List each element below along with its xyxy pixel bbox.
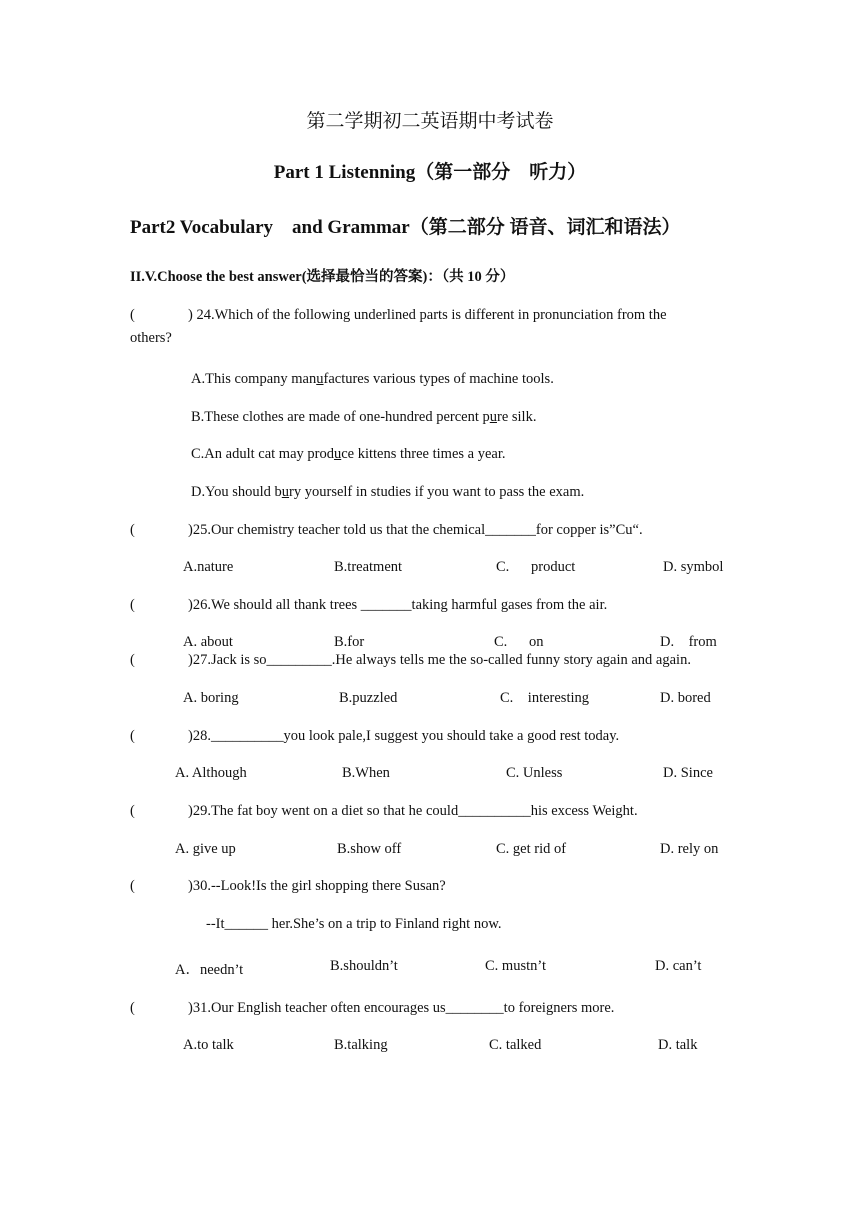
answer-paren: ( [130,1000,135,1016]
question-29-option-c: C. get rid of [496,841,567,857]
question-26-option-c: C. on [494,634,544,650]
question-30-option-c: C. mustn’t [485,958,546,974]
question-28-option-a: A. Although [175,765,247,781]
question-24-stem-cont: others? [130,330,172,346]
part1-heading: Part 1 Listenning（第一部分 听力） [273,162,587,183]
question-26-option-b: B.for [334,634,365,650]
question-30-option-b: B.shouldn’t [330,958,398,974]
question-26-option-d: D. from [660,634,717,650]
question-31-option-a: A.to talk [183,1037,234,1053]
question-26-option-a: A. about [183,634,233,650]
question-30-option-a: A．needn’t [175,962,244,978]
question-24-option-c: C.An adult cat may produce kittens three times a year. [191,446,506,462]
question-28-option-d: D. Since [663,765,713,781]
question-25-option-b: B.treatment [334,559,403,575]
question-28-stem: )28.__________you look pale,I suggest you should take a good rest today. [188,728,620,744]
question-29-option-b: B.show off [337,841,402,857]
section-heading: II.V.Choose the best answer(选择最恰当的答案)：（共 10 分） [130,269,515,285]
question-24-option-d: D.You should bury yourself in studies if you want to pass the exam. [191,484,585,500]
question-24-option-b: B.These clothes are made of one-hundred percent pure silk. [191,409,537,425]
question-29-option-a: A. give up [175,841,236,857]
answer-paren: ( [130,307,135,323]
question-27-option-a: A. boring [183,690,239,706]
question-29-option-d: D. rely on [660,841,719,857]
question-31-stem: )31.Our English teacher often encourages us________to foreigners more. [188,1000,615,1016]
question-31-option-b: B.talking [334,1037,388,1053]
answer-paren: ( [130,522,135,538]
question-24-option-a: A.This company manufactures various types of machine tools. [191,371,554,387]
question-30-stem-response: --It______ her.She’s on a trip to Finland right now. [206,916,502,932]
question-27-option-d: D. bored [660,690,711,706]
question-28-option-c: C. Unless [506,765,563,781]
question-31-option-d: D. talk [658,1037,698,1053]
answer-paren: ( [130,878,135,894]
question-28-option-b: B.When [342,765,390,781]
part2-heading: Part2 Vocabulary and Grammar（第二部分 语音、词汇和语法） [130,217,681,238]
question-24-stem: ) 24.Which of the following underlined parts is different in pronunciation from the [188,307,667,323]
question-26-stem: )26.We should all thank trees _______taking harmful gases from the air. [188,597,608,613]
question-25-option-d: D. symbol [663,559,724,575]
question-27-option-b: B.puzzled [339,690,398,706]
question-25-stem: )25.Our chemistry teacher told us that the chemical_______for copper is”Cu“. [188,522,643,538]
answer-paren: ( [130,728,135,744]
question-25-option-a: A.nature [183,559,234,575]
answer-paren: ( [130,803,135,819]
question-30-stem: )30.--Look!Is the girl shopping there Susan? [188,878,446,894]
question-30-option-d: D. can’t [655,958,702,974]
exam-title: 第二学期初二英语期中考试卷 [306,111,554,132]
question-27-option-c: C. interesting [500,690,590,706]
question-27-stem: )27.Jack is so_________.He always tells me the so-called funny story again and again. [188,652,691,668]
question-29-stem: )29.The fat boy went on a diet so that he could__________his excess Weight. [188,803,638,819]
answer-paren: ( [130,652,135,668]
question-25-option-c: C. product [496,559,576,575]
question-31-option-c: C. talked [489,1037,542,1053]
answer-paren: ( [130,597,135,613]
